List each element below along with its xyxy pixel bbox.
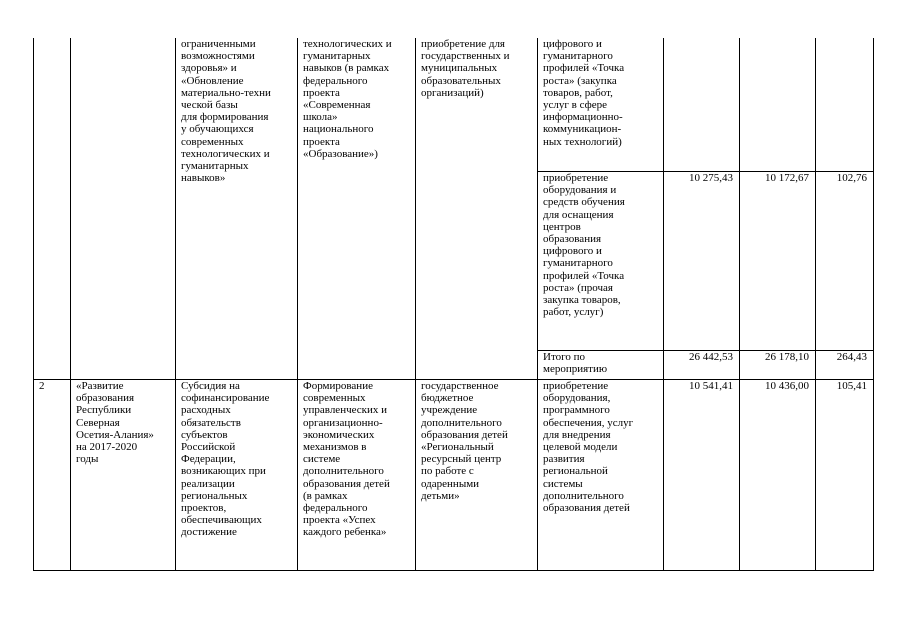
cell-federal: 26 178,10	[740, 351, 816, 380]
cell-total: 10 275,43	[664, 172, 740, 351]
cell-event: цифрового и гуманитарного профилей «Точка роста» (закупка товаров, работ, услуг в сфере информационно- коммуникацион- ных технологий)	[538, 38, 664, 172]
cell-number: 2	[34, 380, 71, 571]
cell-subsidy: ограниченными возможностями здоровья» и «Обновление материально-техни ческой базы для формирования у обучающихся современных технологических и гуманитарных навыков»	[176, 38, 298, 380]
cell-direction: технологических и гуманитарных навыков (в рамках федерального проекта «Современная школа» национального проекта «Образование»)	[298, 38, 416, 380]
cell-program: «Развитие образования Республики Северная Осетия-Алания» на 2017-2020 годы	[71, 380, 176, 571]
cell-regional: 102,76	[816, 172, 874, 351]
cell-direction: Формирование современных управленческих и организационно- экономических механизмов в системе дополнительного образования детей (в рамках федерального проекта «Успех каждого ребенка»	[298, 380, 416, 571]
cell-total: 26 442,53	[664, 351, 740, 380]
cell-recipient: приобретение для государственных и муниципальных образовательных организаций)	[416, 38, 538, 380]
cell-regional: 264,43	[816, 351, 874, 380]
cell-event: приобретение оборудования, программного обеспечения, услуг для внедрения целевой модели развития региональной системы дополнительного образования детей	[538, 380, 664, 571]
cell-total: 10 541,41	[664, 380, 740, 571]
table-row	[34, 38, 874, 172]
cell-event-subtotal: Итого по мероприятию	[538, 351, 664, 380]
subsidy-table	[33, 38, 874, 571]
cell-federal: 10 436,00	[740, 380, 816, 571]
cell-federal	[740, 38, 816, 172]
cell-federal: 10 172,67	[740, 172, 816, 351]
cell-number-empty	[34, 38, 71, 380]
cell-total	[664, 38, 740, 172]
cell-program-empty	[71, 38, 176, 380]
cell-subsidy: Субсидия на софинансирование расходных обязательств субъектов Российской Федерации, возникающих при реализации региональных проектов, обеспечивающих достижение	[176, 380, 298, 571]
cell-recipient: государственное бюджетное учреждение дополнительного образования детей «Региональный ресурсный центр по работе с одаренными детьми»	[416, 380, 538, 571]
cell-event: приобретение оборудования и средств обучения для оснащения центров образования цифрового и гуманитарного профилей «Точка роста» (прочая закупка товаров, работ, услуг)	[538, 172, 664, 351]
cell-regional	[816, 38, 874, 172]
table-row	[34, 380, 874, 571]
cell-regional: 105,41	[816, 380, 874, 571]
